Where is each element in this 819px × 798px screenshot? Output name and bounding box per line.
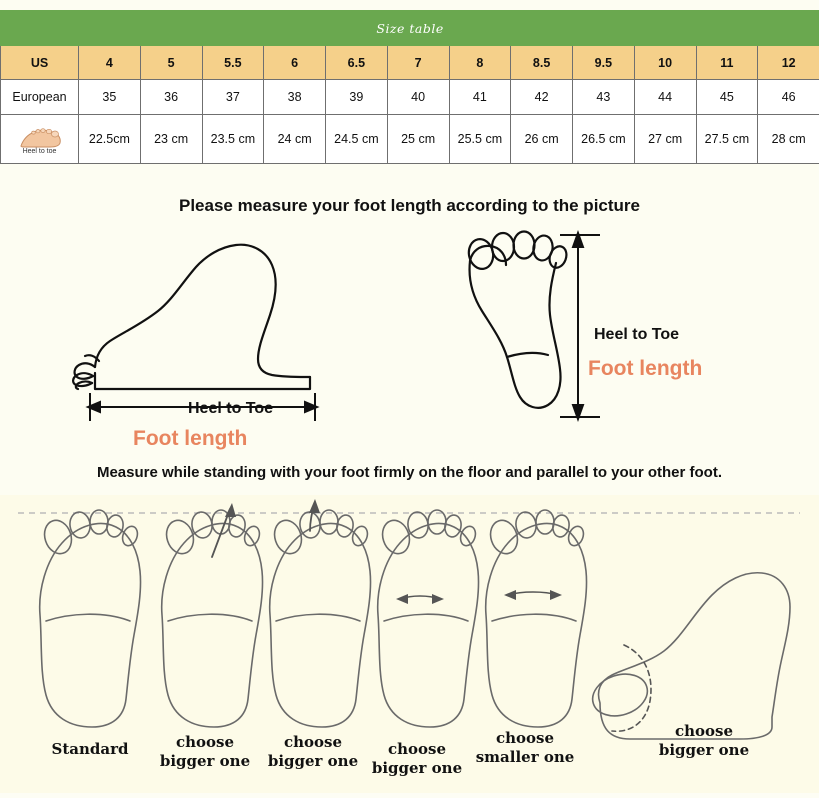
cell-len-3: 24 cm — [264, 115, 326, 164]
cell-us-1: 5 — [140, 46, 202, 80]
cell-eu-11: 46 — [758, 80, 819, 115]
top-view-foot — [466, 232, 569, 408]
cell-len-0: 22.5cm — [79, 115, 141, 164]
row-label-us: US — [1, 46, 79, 80]
cell-us-0: 4 — [79, 46, 141, 80]
cell-eu-6: 41 — [449, 80, 511, 115]
cell-len-9: 27 cm — [634, 115, 696, 164]
table-row-us — [1, 46, 819, 80]
measure-diagrams — [0, 225, 819, 460]
side-heel-to-toe-label: Heel to Toe — [188, 400, 273, 418]
cell-us-8: 9.5 — [573, 46, 635, 80]
foot-shape-2 — [162, 503, 263, 727]
cell-eu-3: 38 — [264, 80, 326, 115]
measure-heading: Please measure your foot length according to the picture — [0, 196, 819, 216]
cell-us-4: 6.5 — [326, 46, 388, 80]
cell-eu-1: 36 — [140, 80, 202, 115]
cell-eu-10: 45 — [696, 80, 758, 115]
size-table-container — [0, 10, 819, 164]
cell-us-5: 7 — [387, 46, 449, 80]
cell-us-6: 8 — [449, 46, 511, 80]
foot-caption-4-line1: smaller one — [455, 748, 595, 767]
size-table — [0, 10, 819, 164]
table-title-row — [1, 11, 819, 46]
cell-eu-0: 35 — [79, 80, 141, 115]
foot-caption-1-line0: choose — [140, 733, 270, 752]
cell-len-5: 25 cm — [387, 115, 449, 164]
cell-us-3: 6 — [264, 46, 326, 80]
cell-len-8: 26.5 cm — [573, 115, 635, 164]
foot-caption-5-line1: bigger one — [634, 741, 774, 760]
cell-eu-8: 43 — [573, 80, 635, 115]
foot-shape-standard — [40, 510, 141, 727]
row-label-heel-to-toe — [1, 115, 79, 164]
table-row-european — [1, 80, 819, 115]
foot-caption-3-line0: choose — [352, 740, 482, 759]
cell-eu-9: 44 — [634, 80, 696, 115]
row-label-european: European — [1, 80, 79, 115]
cell-eu-4: 39 — [326, 80, 388, 115]
measure-note: Measure while standing with your foot firmly on the floor and parallel to your other foot. — [0, 464, 819, 481]
foot-caption-0 — [20, 740, 160, 759]
cell-us-7: 8.5 — [511, 46, 573, 80]
cell-len-2: 23.5 cm — [202, 115, 264, 164]
cell-eu-2: 37 — [202, 80, 264, 115]
top-heel-to-toe-label: Heel to Toe — [594, 326, 679, 344]
side-view-foot — [73, 245, 310, 389]
foot-shape-side-view — [587, 573, 790, 739]
foot-caption-4-line0: choose — [455, 729, 595, 748]
cell-len-11: 28 cm — [758, 115, 819, 164]
cell-eu-5: 40 — [387, 80, 449, 115]
foot-caption-5-line0: choose — [634, 722, 774, 741]
cell-us-9: 10 — [634, 46, 696, 80]
foot-caption-4 — [455, 729, 595, 767]
cell-eu-7: 42 — [511, 80, 573, 115]
foot-caption-0-line0: Standard — [20, 740, 160, 759]
foot-shape-3 — [270, 499, 371, 727]
foot-icon-label: Heel to toe — [1, 148, 78, 155]
cell-us-11: 12 — [758, 46, 819, 80]
top-foot-length-label: Foot length — [588, 357, 702, 381]
table-row-heel-to-toe — [1, 115, 819, 164]
foot-diagram-svg — [0, 225, 819, 460]
cell-len-7: 26 cm — [511, 115, 573, 164]
foot-caption-3-line1: bigger one — [352, 759, 482, 778]
side-foot-length-label: Foot length — [133, 427, 247, 451]
foot-caption-5 — [634, 722, 774, 760]
cell-us-10: 11 — [696, 46, 758, 80]
cell-us-2: 5.5 — [202, 46, 264, 80]
foot-caption-1-line1: bigger one — [140, 752, 270, 771]
cell-len-4: 24.5 cm — [326, 115, 388, 164]
foot-shape-5 — [486, 510, 587, 727]
size-table-title: Size table — [1, 11, 819, 46]
foot-caption-2-line1: bigger one — [248, 752, 378, 771]
cell-len-10: 27.5 cm — [696, 115, 758, 164]
cell-len-6: 25.5 cm — [449, 115, 511, 164]
foot-icon — [17, 126, 63, 150]
foot-shape-4 — [378, 510, 479, 727]
foot-caption-2-line0: choose — [248, 733, 378, 752]
cell-len-1: 23 cm — [140, 115, 202, 164]
